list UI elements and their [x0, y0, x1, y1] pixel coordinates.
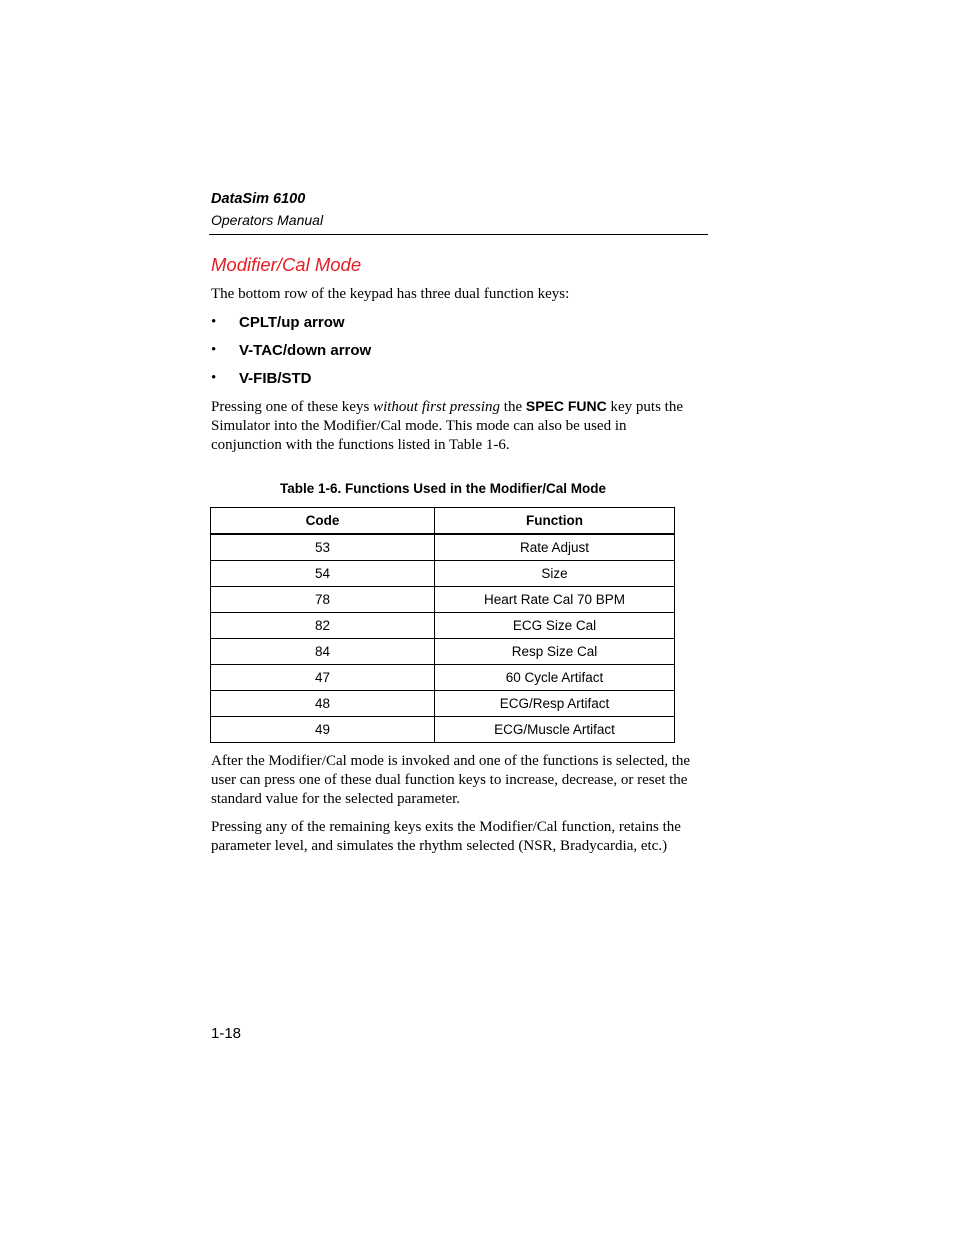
- functions-table: [210, 507, 675, 743]
- code-cell: 82: [211, 613, 435, 639]
- bullet-icon: •: [211, 314, 217, 330]
- bullet-label: V-TAC/down arrow: [239, 342, 372, 359]
- intro-paragraph: The bottom row of the keypad has three dual function keys:: [211, 286, 570, 302]
- table-row: [211, 665, 675, 691]
- table-row: [211, 613, 675, 639]
- bullet-label: V-FIB/STD: [239, 370, 312, 387]
- closing-paragraph: Pressing any of the remaining keys exits the Modifier/Cal function, retains the parameter level, and simulates the rhythm selected (NSR, Bradycardia, etc.): [211, 819, 681, 854]
- header-subtitle: Operators Manual: [211, 212, 324, 228]
- function-cell: Size: [435, 561, 675, 587]
- column-header-function: Function: [435, 508, 675, 535]
- table-row: [211, 587, 675, 613]
- para-text: the: [500, 399, 526, 415]
- function-cell: 60 Cycle Artifact: [435, 665, 675, 691]
- function-cell: Heart Rate Cal 70 BPM: [435, 587, 675, 613]
- key-name: SPEC FUNC: [525, 398, 607, 414]
- code-cell: 48: [211, 691, 435, 717]
- bullet-icon: •: [211, 342, 217, 358]
- function-cell: ECG/Muscle Artifact: [435, 717, 675, 743]
- table-row: [211, 561, 675, 587]
- table-header-row: [211, 508, 675, 535]
- page-number: 1-18: [211, 1025, 242, 1042]
- section-heading: Modifier/Cal Mode: [211, 254, 362, 275]
- code-cell: 47: [211, 665, 435, 691]
- code-cell: 49: [211, 717, 435, 743]
- bullet-label: CPLT/up arrow: [239, 314, 345, 331]
- function-cell: ECG Size Cal: [435, 613, 675, 639]
- column-header-code: Code: [211, 508, 435, 535]
- para-text: Pressing one of these keys: [211, 399, 374, 415]
- code-cell: 54: [211, 561, 435, 587]
- bullet-icon: •: [211, 370, 217, 386]
- function-cell: Rate Adjust: [435, 534, 675, 561]
- code-cell: 84: [211, 639, 435, 665]
- para-text: key puts the Simulator into the Modifier/Cal mode. This mode can also be used in conjunction with the functions listed in Table 1-6.: [211, 399, 684, 453]
- function-cell: Resp Size Cal: [435, 639, 675, 665]
- table-row: [211, 691, 675, 717]
- code-cell: 78: [211, 587, 435, 613]
- header-title: DataSim 6100: [211, 191, 306, 207]
- para-emphasis: without first pressing: [373, 399, 501, 415]
- table-caption: Table 1-6. Functions Used in the Modifier/Cal Mode: [279, 481, 607, 496]
- function-cell: ECG/Resp Artifact: [435, 691, 675, 717]
- table-row: [211, 717, 675, 743]
- description-paragraph: [211, 397, 701, 455]
- header-rule: [209, 234, 708, 235]
- after-table-paragraph: After the Modifier/Cal mode is invoked and one of the functions is selected, the user can press one of these dual function keys to increase, decrease, or reset the standard value for the selected parameter.: [211, 753, 691, 807]
- table-row: [211, 534, 675, 561]
- table-row: [211, 639, 675, 665]
- code-cell: 53: [211, 534, 435, 561]
